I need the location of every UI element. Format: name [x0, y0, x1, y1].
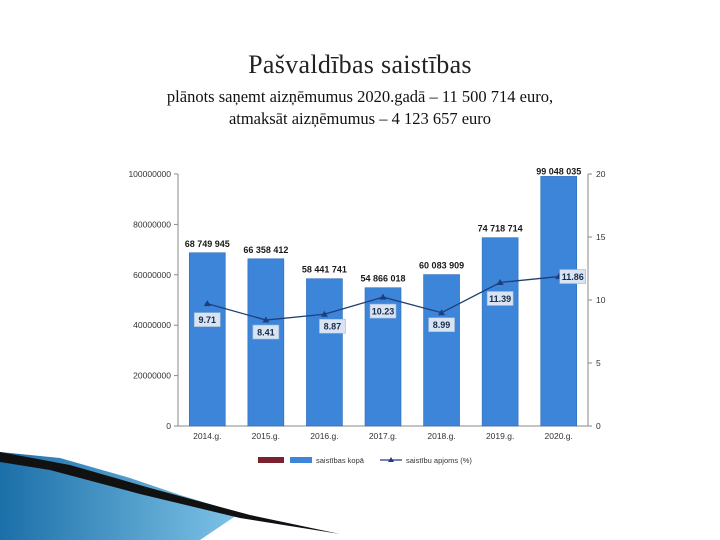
slide-title: Pašvaldības saistības: [248, 50, 472, 79]
line-value-label: 11.39: [489, 293, 512, 304]
bar-value-label: 66 358 412: [243, 244, 289, 255]
legend-label: saistības kopā: [316, 456, 364, 465]
bar-value-label: 54 866 018: [360, 273, 406, 284]
right-tick-label: 15: [596, 232, 606, 242]
bar-value-label: 58 441 741: [301, 264, 347, 275]
left-tick-label: 60000000: [133, 269, 171, 280]
left-tick-label: 0: [166, 421, 171, 431]
bar-value-label: 99 048 035: [536, 166, 582, 177]
line-value-label: 8.87: [323, 321, 342, 332]
left-tick-label: 100000000: [128, 169, 171, 179]
right-tick-label: 5: [596, 358, 601, 368]
bar-value-label: 60 083 909: [419, 260, 465, 271]
category-label: 2017.g.: [368, 431, 398, 441]
category-label: 2018.g.: [427, 431, 456, 441]
category-label: 2015.g.: [251, 431, 281, 441]
left-tick-label: 20000000: [133, 370, 171, 381]
left-tick-label: 40000000: [133, 320, 171, 331]
line-value-label: 10.23: [371, 306, 395, 317]
right-tick-label: 0: [596, 421, 601, 431]
line-value-label: 8.41: [257, 327, 275, 338]
line-value-label: 11.86: [561, 272, 584, 283]
right-tick-label: 20: [596, 169, 606, 179]
left-tick-label: 80000000: [133, 219, 171, 230]
category-label: 2019.g.: [485, 431, 515, 441]
line-value-label: 9.71: [198, 315, 217, 326]
bar-value-label: 74 718 714: [477, 223, 523, 234]
category-label: 2020.g.: [544, 431, 573, 441]
category-label: 2014.g.: [193, 431, 222, 441]
category-label: 2016.g.: [310, 431, 339, 441]
line-value-label: 8.99: [432, 320, 451, 331]
slide-subtitle-line1: plānots saņemt aizņēmumus 2020.gadā – 11 500 714 euro,: [166, 87, 554, 106]
right-tick-label: 10: [596, 295, 606, 305]
bar-value-label: 68 749 945: [184, 238, 230, 249]
slide-subtitle-line2: atmaksāt aizņēmumus – 4 123 657 euro: [228, 109, 492, 128]
legend-label: saistību apjoms (%): [406, 456, 472, 465]
